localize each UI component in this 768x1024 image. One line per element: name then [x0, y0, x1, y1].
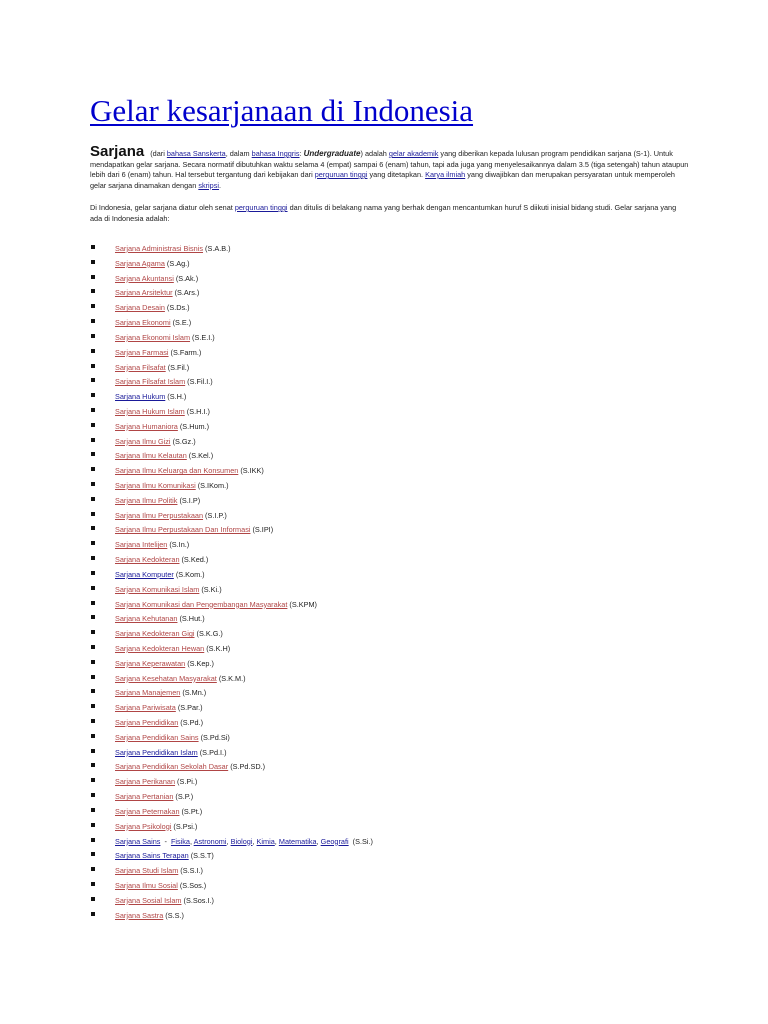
list-item [0, 911, 373, 926]
degree-abbreviation: (S.H.) [167, 392, 187, 402]
link-gelar-akademik[interactable]: gelar akademik [388, 149, 439, 158]
degree-abbreviation: (S.Kom.) [175, 569, 205, 579]
intro-text: (dari [148, 149, 167, 158]
bullet-icon [91, 615, 95, 619]
degree-abbreviation: (S.Fil.) [167, 362, 190, 372]
link-skripsi[interactable]: skripsi [198, 180, 220, 190]
bullet-icon [91, 408, 95, 412]
degree-abbreviation: (S.IKom.) [197, 481, 229, 490]
bullet-icon [91, 778, 95, 782]
degree-abbreviation: (S.Fil.I.) [187, 377, 213, 387]
list-item [0, 837, 373, 852]
list-item [0, 422, 373, 437]
list-item [0, 392, 373, 407]
bullet-icon [91, 289, 95, 293]
list-item [0, 688, 373, 703]
bullet-icon [91, 704, 95, 708]
list-item [0, 274, 373, 289]
link-bahasa-sanskerta[interactable]: bahasa Sanskerta [166, 149, 226, 158]
bullet-icon [91, 912, 95, 916]
bullet-icon [91, 838, 95, 842]
undergraduate-term: Undergraduate [303, 149, 361, 158]
bullet-icon [91, 660, 95, 664]
para-text: dan ditulis di belakang nama yang berhak dengan mencantumkan huruf S diikuti inisial bidang studi. Gelar sarjana yang ada di Indonesia adalah: [90, 203, 677, 223]
degree-abbreviation: (S.E.) [172, 318, 192, 328]
degree-abbreviation: (S.K.G.) [196, 629, 223, 639]
list-item [0, 259, 373, 274]
degree-abbreviation: (S.Ag.) [166, 258, 190, 268]
degree-link[interactable]: Sarjana Filsafat [115, 362, 166, 372]
bullet-icon [91, 571, 95, 575]
list-item [0, 881, 373, 896]
bullet-icon [91, 304, 95, 308]
intro-text: : [299, 149, 304, 158]
list-item [0, 659, 373, 674]
degree-link[interactable]: Sarjana Ilmu Perpustakaan [115, 510, 204, 520]
bullet-icon [91, 556, 95, 560]
bullet-icon [91, 452, 95, 456]
degree-link[interactable]: Sarjana Ilmu Kelautan [115, 451, 187, 461]
list-item [0, 866, 373, 881]
list-item [0, 822, 373, 837]
degree-link[interactable]: Sarjana Humaniora [115, 421, 178, 431]
bullet-icon [91, 586, 95, 590]
bullet-icon [91, 349, 95, 353]
intro-text: . [219, 180, 222, 190]
degree-abbreviation: (S.Psi.) [173, 821, 198, 831]
bullet-icon [91, 275, 95, 279]
bullet-icon [91, 378, 95, 382]
comma [349, 837, 351, 846]
link-bahasa-inggris[interactable]: bahasa Inggris [251, 149, 300, 158]
link-perguruan-tinggi-2[interactable]: perguruan tinggi [234, 203, 288, 212]
list-item [0, 437, 373, 452]
comma: , [274, 836, 279, 846]
intro-paragraph [90, 143, 690, 191]
list-item [0, 363, 373, 378]
degree-link[interactable]: Sarjana Desain [115, 303, 165, 313]
degree-link[interactable]: Sarjana Komunikasi Islam [115, 584, 200, 594]
section-heading: Sarjana [90, 143, 145, 160]
degree-abbreviation: (S.I.P.) [205, 510, 227, 520]
degree-abbreviation: (S.K.H) [206, 643, 231, 653]
degree-abbreviation: (S.Pd.I.) [199, 747, 227, 757]
degree-abbreviation: (S.K.M.) [218, 673, 246, 683]
bullet-icon [91, 897, 95, 901]
degree-link[interactable]: Sarjana Sastra [115, 910, 164, 920]
comma: , [252, 836, 257, 846]
degree-abbreviation: (S.KPM) [289, 599, 317, 609]
list-item [0, 303, 373, 318]
degree-list [0, 244, 373, 925]
field-link[interactable]: Fisika [170, 836, 190, 846]
bullet-icon [91, 645, 95, 649]
field-link[interactable]: Kimia [256, 836, 275, 846]
list-item [0, 674, 373, 689]
bullet-icon [91, 334, 95, 338]
degree-abbreviation: (S.Ak.) [175, 273, 199, 283]
comma: , [226, 836, 231, 846]
degree-link[interactable]: Sarjana Kedokteran Gigi [115, 629, 195, 639]
bullet-icon [91, 793, 95, 797]
field-link[interactable]: Geografi [320, 836, 349, 846]
intro-text: , dalam [225, 149, 252, 158]
intro-text: yang diberikan kepada lulusan program pendidikan sarjana (S-1). Untuk mendapatkan gelar sarjana. Secara normatif dibutuhkan waktu selama 4 (empat) sampai 6 (enam) tahun, tapi ada juga yang menyelesaikannya dalam 3.5 (tiga setengah) tahun ataupun lebih dari 6 (enam) tahun. Hal tersebut tergantung dari kebijakan dari [90, 149, 689, 179]
bullet-icon [91, 808, 95, 812]
degree-link[interactable]: Sarjana Ilmu Perpustakaan Dan Informasi [115, 525, 251, 535]
list-item [0, 614, 373, 629]
list-item [0, 807, 373, 822]
degree-link[interactable]: Sarjana Studi Islam [115, 866, 179, 876]
list-item [0, 377, 373, 392]
list-item [0, 511, 373, 526]
list-item [0, 896, 373, 911]
degree-abbreviation: (S.Pd.SD.) [230, 762, 266, 772]
bullet-icon [91, 675, 95, 679]
link-karya-ilmiah[interactable]: Karya ilmiah [425, 170, 466, 179]
comma: , [316, 836, 321, 846]
bullet-icon [91, 438, 95, 442]
list-item [0, 644, 373, 659]
degree-link[interactable]: Sarjana Ilmu Komunikasi [115, 481, 196, 490]
degree-link[interactable]: Sarjana Agama [115, 258, 165, 268]
field-link[interactable]: Matematika [278, 836, 317, 846]
intro-text: ) adalah [360, 149, 389, 158]
degree-abbreviation: (S.P.) [175, 792, 194, 802]
bullet-icon [91, 763, 95, 767]
bullet-icon [91, 689, 95, 693]
degree-link[interactable]: Sarjana Ilmu Gizi [115, 436, 171, 446]
para-text: Di Indonesia, gelar sarjana diatur oleh senat [90, 203, 235, 212]
bullet-icon [91, 467, 95, 471]
degree-link[interactable]: Sarjana Sosial Islam [115, 895, 182, 905]
degree-link[interactable]: Sarjana Pendidikan [115, 718, 179, 727]
separator: - [162, 836, 169, 846]
list-item [0, 851, 373, 866]
list-item [0, 629, 373, 644]
degree-abbreviation: (S.Farm.) [170, 347, 202, 357]
degree-link[interactable]: Sarjana Sains Terapan [115, 851, 189, 861]
list-item [0, 288, 373, 303]
degree-link[interactable]: Sarjana Pendidikan Islam [115, 747, 198, 757]
degree-abbreviation: (S.Kep.) [187, 658, 214, 668]
degree-link[interactable]: Sarjana Farmasi [115, 347, 169, 357]
degree-abbreviation: (S.S.T) [190, 851, 214, 861]
list-item [0, 407, 373, 422]
degree-link[interactable]: Sarjana Ilmu Sosial [115, 880, 178, 890]
bullet-icon [91, 541, 95, 545]
bullet-icon [91, 734, 95, 738]
list-item [0, 451, 373, 466]
bullet-icon [91, 512, 95, 516]
field-link[interactable]: Astronomi [193, 836, 227, 846]
degree-link[interactable]: Sarjana Manajemen [115, 688, 181, 698]
degree-abbreviation: (S.E.I.) [192, 332, 215, 342]
degree-abbreviation: (S.Par.) [177, 703, 203, 713]
degree-abbreviation: (S.Ds.) [166, 303, 190, 313]
link-perguruan-tinggi[interactable]: perguruan tinggi [314, 170, 368, 179]
degree-link[interactable]: Sarjana Hukum Islam [115, 406, 185, 416]
bullet-icon [91, 423, 95, 427]
degree-link[interactable]: Sarjana Ekonomi Islam [115, 332, 191, 342]
degree-abbreviation: (S.Pd.) [180, 718, 204, 727]
intro-text: yang ditetapkan. [367, 170, 426, 179]
list-item [0, 318, 373, 333]
degree-link[interactable]: Sarjana Kesehatan Masyarakat [115, 673, 217, 683]
degree-abbreviation: (S.Pi.) [177, 777, 198, 787]
degree-abbreviation: (S.Sos.I.) [183, 895, 214, 905]
degree-link[interactable]: Sarjana Pariwisata [115, 703, 176, 713]
degree-abbreviation: (S.Pt.) [181, 806, 203, 816]
degree-rules-paragraph [90, 203, 690, 224]
degree-abbreviation: (S.Hut.) [179, 614, 205, 624]
degree-link[interactable]: Sarjana Kedokteran Hewan [115, 643, 205, 653]
bullet-icon [91, 867, 95, 871]
degree-abbreviation: (S.Hum.) [179, 421, 210, 431]
list-item [0, 333, 373, 348]
degree-link[interactable]: Sarjana Komunikasi dan Pengembangan Masyarakat [115, 599, 288, 609]
degree-link[interactable]: Sarjana Pertanian [115, 792, 174, 802]
degree-abbreviation: (S.Ars.) [174, 288, 200, 298]
degree-link[interactable]: Sarjana Sains [115, 836, 161, 846]
list-item [0, 496, 373, 511]
degree-link[interactable]: Sarjana Ilmu Keluarga dan Konsumen [115, 466, 239, 476]
bullet-icon [91, 719, 95, 723]
bullet-icon [91, 482, 95, 486]
degree-abbreviation: (S.Ki.) [201, 584, 222, 594]
bullet-icon [91, 497, 95, 501]
degree-abbreviation: (S.Pd.Si) [200, 732, 230, 742]
degree-abbreviation: (S.In.) [169, 540, 190, 550]
degree-link[interactable]: Sarjana Ilmu Politik [115, 495, 178, 505]
bullet-icon [91, 245, 95, 249]
degree-link[interactable]: Sarjana Kedokteran [115, 555, 180, 565]
degree-link[interactable]: Sarjana Akuntansi [115, 273, 174, 283]
list-item [0, 585, 373, 600]
list-item [0, 718, 373, 733]
bullet-icon [91, 749, 95, 753]
degree-abbreviation: (S.S.) [165, 910, 184, 920]
intro-text: yang diwajibkan dan merupakan persyaratan untuk memperoleh gelar sarjana dinamakan dengan [90, 170, 675, 190]
bullet-icon [91, 630, 95, 634]
list-item [0, 748, 373, 763]
list-item [0, 777, 373, 792]
bullet-icon [91, 260, 95, 264]
list-item [0, 244, 373, 259]
degree-link[interactable]: Sarjana Pendidikan Sekolah Dasar [115, 762, 229, 772]
degree-link[interactable]: Sarjana Keperawatan [115, 658, 186, 668]
bullet-icon [91, 364, 95, 368]
bullet-icon [91, 852, 95, 856]
list-item [0, 481, 373, 496]
degree-link[interactable]: Sarjana Pendidikan Sains [115, 732, 199, 742]
degree-link[interactable]: Sarjana Kehutanan [115, 614, 178, 624]
list-item [0, 792, 373, 807]
degree-abbreviation: (S.IKK) [240, 466, 264, 476]
degree-link[interactable]: Sarjana Administrasi Bisnis [115, 244, 204, 253]
degree-abbreviation: (S.IPI) [252, 525, 274, 535]
degree-abbreviation: (S.Ked.) [181, 555, 209, 565]
field-link[interactable]: Biologi [230, 836, 253, 846]
list-item [0, 525, 373, 540]
list-item [0, 555, 373, 570]
list-item [0, 348, 373, 363]
degree-link[interactable]: Sarjana Filsafat Islam [115, 377, 186, 387]
bullet-icon [91, 601, 95, 605]
bullet-icon [91, 882, 95, 886]
list-item [0, 762, 373, 777]
degree-link[interactable]: Sarjana Hukum [115, 392, 166, 402]
list-item [0, 703, 373, 718]
bullet-icon [91, 393, 95, 397]
degree-abbreviation: (S.Sos.) [179, 880, 207, 890]
degree-abbreviation: (S.I.P) [179, 495, 201, 505]
degree-abbreviation: (S.Gz.) [172, 436, 196, 446]
degree-abbreviation: (S.S.I.) [180, 866, 203, 876]
degree-link[interactable]: Sarjana Peternakan [115, 806, 180, 816]
degree-abbreviation: (S.Si.) [352, 836, 373, 846]
bullet-icon [91, 526, 95, 530]
degree-abbreviation: (S.H.I.) [186, 406, 210, 416]
degree-link[interactable]: Sarjana Arsitektur [115, 288, 173, 298]
list-item [0, 466, 373, 481]
degree-abbreviation: (S.Mn.) [182, 688, 207, 698]
degree-link[interactable]: Sarjana Psikologi [115, 821, 172, 831]
degree-link[interactable]: Sarjana Ekonomi [115, 318, 171, 328]
bullet-icon [91, 823, 95, 827]
comma: , [190, 836, 194, 846]
degree-link[interactable]: Sarjana Perikanan [115, 777, 176, 787]
list-item [0, 600, 373, 615]
degree-link[interactable]: Sarjana Intelijen [115, 540, 168, 550]
list-item [0, 733, 373, 748]
degree-abbreviation: (S.Kel.) [188, 451, 214, 461]
list-item [0, 570, 373, 585]
degree-abbreviation: (S.A.B.) [205, 244, 231, 253]
list-item [0, 540, 373, 555]
degree-link[interactable]: Sarjana Komputer [115, 569, 174, 579]
page-title[interactable]: Gelar kesarjanaan di Indonesia [90, 93, 474, 128]
bullet-icon [91, 319, 95, 323]
